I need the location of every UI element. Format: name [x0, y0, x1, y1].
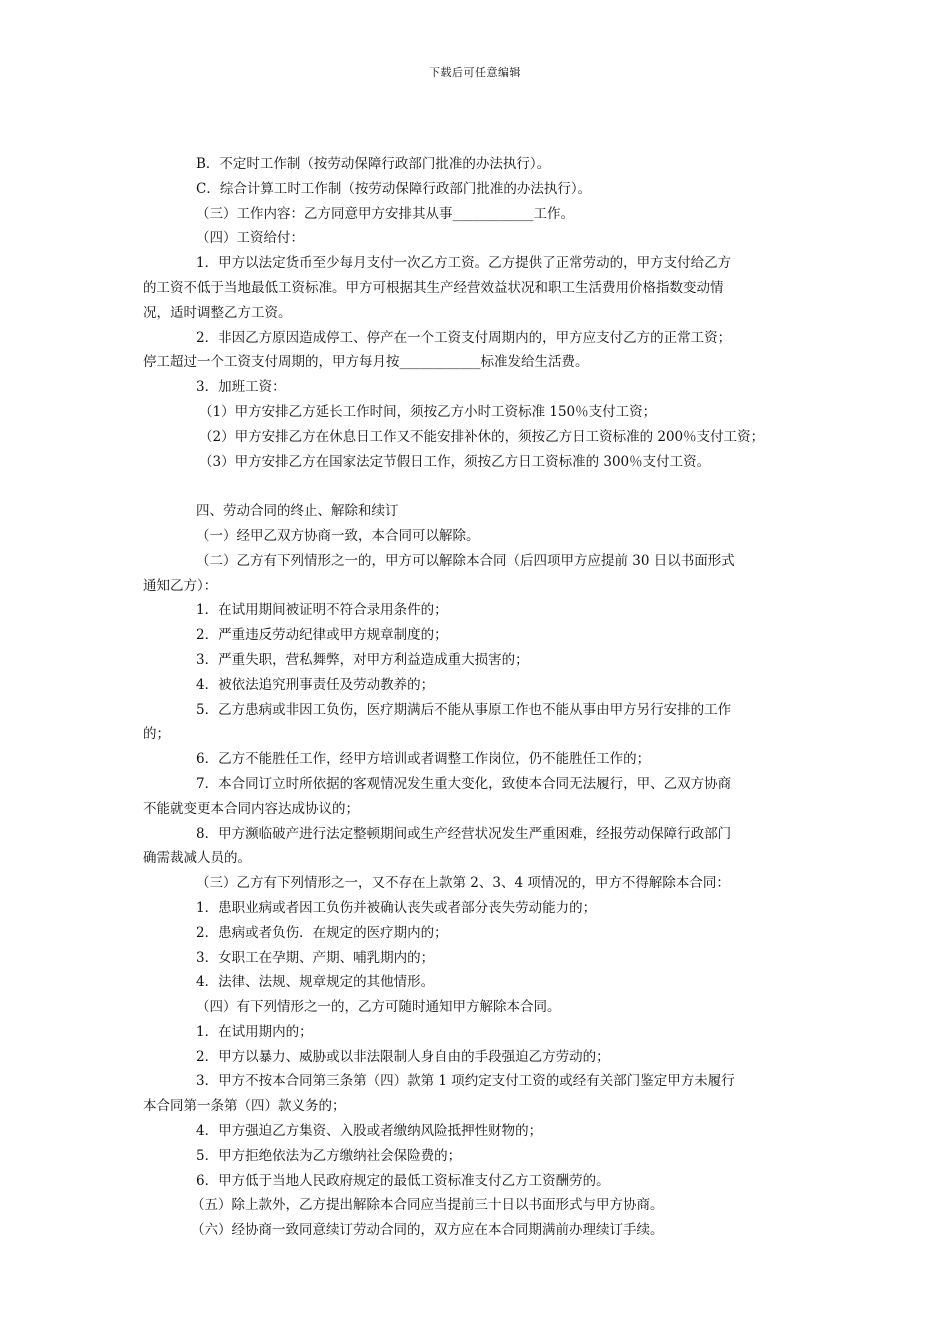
- paragraph-line: 1．甲方以法定货币至少每月支付一次乙方工资。乙方提供了正常劳动的，甲方支付给乙方: [196, 255, 732, 272]
- paragraph-line: 确需裁减人员的。: [143, 850, 251, 867]
- paragraph-line: （3）甲方安排乙方在国家法定节假日工作，须按乙方日工资标准的 300％支付工资。: [199, 453, 711, 470]
- paragraph-line: 通知乙方）：: [143, 577, 218, 594]
- paragraph-line: 2．严重违反劳动纪律或甲方规章制度的；: [196, 627, 448, 644]
- paragraph-line: 停工超过一个工资支付周期的，甲方每月按____________标准发给生活费。: [143, 354, 589, 371]
- paragraph-line: 3．女职工在孕期、产期、哺乳期内的；: [196, 949, 435, 966]
- paragraph-line: 的；: [143, 726, 170, 743]
- contract-body: [143, 152, 815, 1243]
- paragraph-line: 4．法律、法规、规章规定的其他情形。: [196, 974, 435, 991]
- paragraph-line: （一）经甲乙双方协商一致，本合同可以解除。: [196, 527, 480, 544]
- paragraph-line: 6．甲方低于当地人民政府规定的最低工资标准支付乙方工资酬劳的。: [196, 1172, 610, 1189]
- paragraph-line: （二）乙方有下列情形之一的，甲方可以解除本合同（后四项甲方应提前 30 日以书面形式: [196, 552, 735, 569]
- paragraph-line: 5．乙方患病或非因工负伤，医疗期满后不能从事原工作也不能从事由甲方另行安排的工作: [196, 701, 732, 718]
- paragraph-line: 2．非因乙方原因造成停工、停产在一个工资支付周期内的，甲方应支付乙方的正常工资；: [196, 329, 732, 346]
- paragraph-line: 况，适时调整乙方工资。: [143, 304, 292, 321]
- paragraph-line: 1．患职业病或者因工负伤并被确认丧失或者部分丧失劳动能力的；: [196, 899, 597, 916]
- paragraph-line: 8．甲方濒临破产进行法定整顿期间或生产经营状况发生严重困难，经报劳动保障行政部门: [196, 825, 732, 842]
- paragraph-line: 7．本合同订立时所依据的客观情况发生重大变化，致使本合同无法履行，甲、乙双方协商: [196, 775, 732, 792]
- paragraph-line: （1）甲方安排乙方延长工作时间，须按乙方小时工资标准 150％支付工资；: [199, 403, 657, 420]
- paragraph-line: 本合同第一条第（四）款义务的；: [143, 1098, 346, 1115]
- paragraph-line: （三）乙方有下列情形之一，又不存在上款第 2、3、4 项情况的，甲方不得解除本合同：: [196, 875, 730, 892]
- paragraph-line: 3．甲方不按本合同第三条第（四）款第 1 项约定支付工资的或经有关部门鉴定甲方未履行: [196, 1073, 735, 1090]
- paragraph-line: （四）有下列情形之一的，乙方可随时通知甲方解除本合同。: [196, 999, 561, 1016]
- paragraph-line: 1．在试用期内的；: [196, 1023, 313, 1040]
- paragraph-line: 1．在试用期间被证明不符合录用条件的；: [196, 602, 448, 619]
- paragraph-line: 不能就变更本合同内容达成协议的；: [143, 800, 359, 817]
- paragraph-line: 2．甲方以暴力、威胁或以非法限制人身自由的手段强迫乙方劳动的；: [196, 1048, 610, 1065]
- paragraph-line: 4．甲方强迫乙方集资、入股或者缴纳风险抵押性财物的；: [196, 1123, 543, 1140]
- paragraph-line: 的工资不低于当地最低工资标准。甲方可根据其生产经营效益状况和职工生活费用价格指数变动情: [143, 279, 724, 296]
- paragraph-line: （四）工资给付：: [196, 230, 304, 247]
- paragraph-line: （六）经协商一致同意续订劳动合同的，双方应在本合同期满前办理续订手续。: [191, 1222, 664, 1239]
- paragraph-line: 3．严重失职，营私舞弊，对甲方利益造成重大损害的；: [196, 651, 529, 668]
- blank-line: [143, 474, 815, 499]
- paragraph-line: （2）甲方安排乙方在休息日工作又不能安排补休的，须按乙方日工资标准的 200％支付工资；: [199, 428, 765, 445]
- paragraph-line: 5．甲方拒绝依法为乙方缴纳社会保险费的；: [196, 1147, 462, 1164]
- page-header: 下载后可任意编辑: [429, 66, 521, 79]
- paragraph-line: 4．被依法追究刑事责任及劳动教养的；: [196, 676, 435, 693]
- paragraph-line: C．综合计算工时工作制（按劳动保障行政部门批准的办法执行）。: [196, 180, 592, 197]
- paragraph-line: B．不定时工作制（按劳动保障行政部门批准的办法执行）。: [196, 156, 551, 172]
- paragraph-line: 6．乙方不能胜任工作，经甲方培训或者调整工作岗位，仍不能胜任工作的；: [196, 751, 651, 768]
- paragraph-line: （三）工作内容：乙方同意甲方安排其从事____________工作。: [196, 205, 574, 222]
- paragraph-line: （五）除上款外，乙方提出解除本合同应当提前三十日以书面形式与甲方协商。: [191, 1197, 664, 1214]
- paragraph-line: 2．患病或者负伤．在规定的医疗期内的；: [196, 924, 448, 941]
- paragraph-line: 3．加班工资：: [196, 379, 286, 396]
- section-heading: 四、劳动合同的终止、解除和续订: [196, 503, 399, 520]
